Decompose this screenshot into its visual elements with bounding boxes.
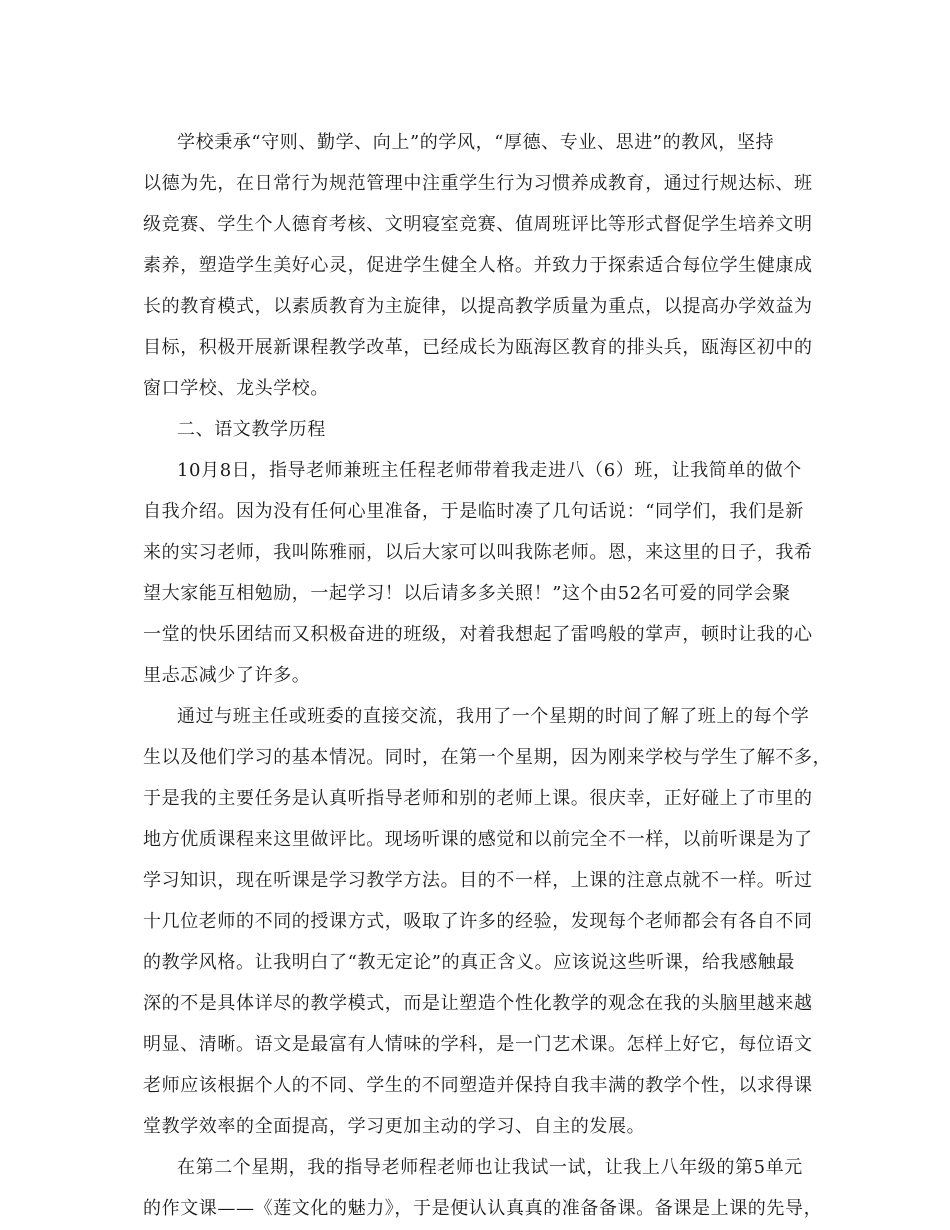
section-heading: 二、语文教学历程 [177,419,326,440]
paragraph-4-line-2: 生以及他们学习的基本情况。同时，在第一个星期，因为刚来学校与学生了解不多， [143,747,832,768]
paragraph-3-line-4: 望大家能互相勉励，一起学习！以后请多多关照！”这个由52名可爱的同学会聚 [143,583,791,604]
paragraph-1-line-1: 学校秉承“守则、勤学、向上”的学风，“厚德、专业、思进”的教风，坚持 [177,132,775,153]
paragraph-4-line-9: 明显、清晰。语文是最富有人情味的学科，是一门艺术课。怎样上好它，每位语文 [143,1034,813,1055]
paragraph-1-line-6: 目标，积极开展新课程教学改革，已经成长为瓯海区教育的排头兵，瓯海区初中的 [143,337,813,358]
paragraph-4-line-8: 深的不是具体详尽的教学模式，而是让塑造个性化教学的观念在我的头脑里越来越 [143,993,813,1014]
paragraph-5-line-2: 的作文课——《莲文化的魅力》，于是便认认真真的准备备课。备课是上课的先导， [143,1198,823,1219]
paragraph-4-line-7: 的教学风格。让我明白了“教无定论”的真正含义。应该说这些听课，给我感触最 [143,952,796,973]
paragraph-4-line-3: 于是我的主要任务是认真听指导老师和别的老师上课。很庆幸，正好碰上了市里的 [143,788,813,809]
paragraph-1-line-7: 窗口学校、龙头学校。 [143,378,329,399]
paragraph-1-line-2: 以德为先，在日常行为规范管理中注重学生行为习惯养成教育，通过行规达标、班 [143,173,813,194]
paragraph-5-line-1: 在第二个星期，我的指导老师程老师也让我试一试，让我上八年级的第5单元 [177,1157,803,1178]
paragraph-3-line-6: 里忐忑减少了许多。 [143,665,311,686]
paragraph-4-line-11: 堂教学效率的全面提高，学习更加主动的学习、自主的发展。 [143,1116,646,1137]
paragraph-4-line-4: 地方优质课程来这里做评比。现场听课的感觉和以前完全不一样，以前听课是为了 [143,829,813,850]
paragraph-3-line-3: 来的实习老师，我叫陈雅丽，以后大家可以叫我陈老师。恩，来这里的日子，我希 [143,542,813,563]
paragraph-3-line-1: 10月8日，指导老师兼班主任程老师带着我走进八（6）班，让我简单的做个 [177,460,802,481]
paragraph-4-line-10: 老师应该根据个人的不同、学生的不同塑造并保持自我丰满的教学个性，以求得课 [143,1075,813,1096]
paragraph-4-line-1: 通过与班主任或班委的直接交流，我用了一个星期的时间了解了班上的每个学 [177,706,810,727]
paragraph-4-line-6: 十几位老师的不同的授课方式，吸取了许多的经验，发现每个老师都会有各自不同 [143,911,813,932]
paragraph-1-line-5: 长的教育模式，以素质教育为主旋律，以提高教学质量为重点，以提高办学效益为 [143,296,813,317]
paragraph-4-line-5: 学习知识，现在听课是学习教学方法。目的不一样，上课的注意点就不一样。听过 [143,870,813,891]
paragraph-1-line-4: 素养，塑造学生美好心灵，促进学生健全人格。并致力于探索适合每位学生健康成 [143,255,813,276]
paragraph-1-line-3: 级竞赛、学生个人德育考核、文明寝室竞赛、值周班评比等形式督促学生培养文明 [143,214,813,235]
paragraph-3-line-2: 自我介绍。因为没有任何心里准备，于是临时凑了几句话说：“同学们，我们是新 [143,501,804,522]
paragraph-3-line-5: 一堂的快乐团结而又积极奋进的班级，对着我想起了雷鸣般的掌声，顿时让我的心 [143,624,813,645]
